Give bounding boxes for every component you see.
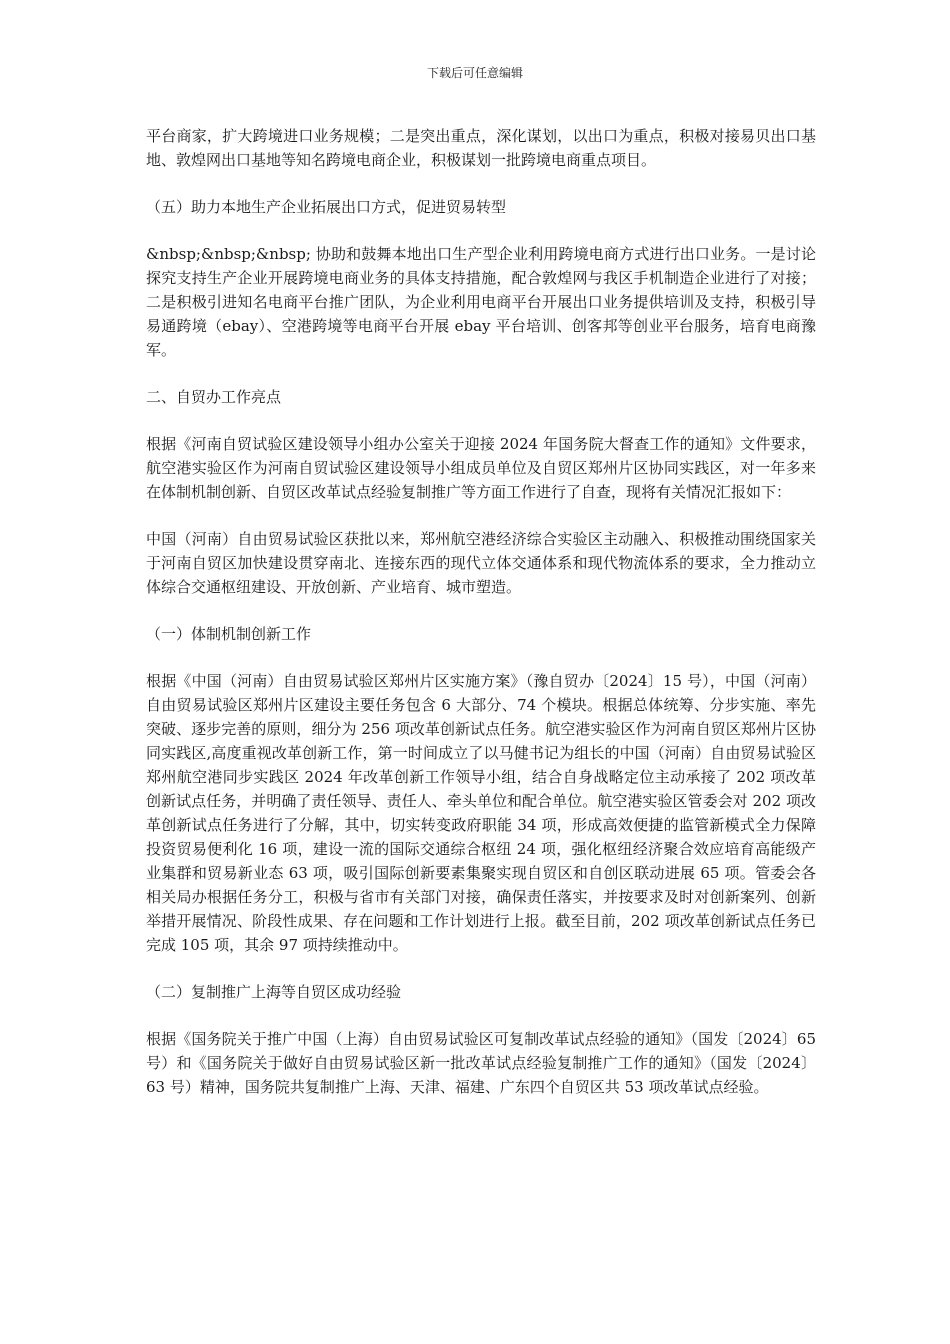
section-heading-replicate-experience: （二）复制推广上海等自贸区成功经验 [146, 983, 402, 1001]
paragraph-innovation-tasks: 根据《中国（河南）自由贸易试验区郑州片区实施方案》（豫自贸办〔2024〕15 号），中国（河南）自由贸易试验区郑州片区建设主要任务包含 6 大部分、74 个模块。根据总体统筹、分步实施、率先突破、逐步完善的原则，细分为 256 项改革创新试点任务。航空港实验区作为河南自贸区郑州片区协同实践区,高度重视改革创新工作，第一时间成立了以马健书记为组长的中国（河南）自由贸易试验区郑州航空港同步实践区 2024 年改革创新工作领导小组，结合自身战略定位主动承接了 202 项改革创新试点任务，并明确了责任领导、责任人、牵头单位和配合单位。航空港实验区管委会对 202 项改革创新试点任务进行了分解，其中，切实转变政府职能 34 项，形成高效便捷的监管新模式全力保障投资贸易便利化 16 项，建设一流的国际交通综合枢纽 24 项，强化枢纽经济聚合效应培育高能级产业集群和贸易新业态 63 项，吸引国际创新要素集聚实现自贸区和自创区联动进展 65 项。管委会各相关局办根据任务分工，积极与省市有关部门对接，确保责任落实，并按要求及时对创新案列、创新举措开展情况、阶段性成果、存在问题和工作计划进行上报。截至目前，202 项改革创新试点任务已完成 105 项，其余 97 项持续推动中。 [146, 672, 816, 954]
document-body [146, 124, 816, 1122]
paragraph-ftz-approval: 中国（河南）自由贸易试验区获批以来，郑州航空港经济综合实验区主动融入、积极推动围绕国家关于河南自贸区加快建设贯穿南北、连接东西的现代立体交通体系和现代物流体系的要求，全力推动立体综合交通枢纽建设、开放创新、产业培育、城市塑造。 [146, 530, 816, 596]
page-header: 下载后可任意编辑 [426, 66, 523, 80]
section-heading-5: （五）助力本地生产企业拓展出口方式，促进贸易转型 [146, 198, 507, 216]
section-heading-ftz-highlights: 二、自贸办工作亮点 [146, 388, 282, 406]
section-heading-institutional-innovation: （一）体制机制创新工作 [146, 625, 312, 643]
paragraph-state-council-notice: 根据《国务院关于推广中国（上海）自由贸易试验区可复制改革试点经验的通知》（国发〔2024〕65 号）和《国务院关于做好自由贸易试验区新一批改革试点经验复制推广工作的通知》（国发〔2024〕63 号）精神，国务院共复制推广上海、天津、福建、广东四个自贸区共 53 项改革试点经验。 [146, 1030, 816, 1096]
paragraph-local-export: &nbsp;&nbsp;&nbsp; 协助和鼓舞本地出口生产型企业利用跨境电商方式进行出口业务。一是讨论探究支持生产企业开展跨境电商业务的具体支持措施，配合敦煌网与我区手机制造企业进行了对接；二是积极引进知名电商平台推广团队，为企业利用电商平台开展出口业务提供培训及支持，积极引导易通跨境（ebay）、空港跨境等电商平台开展 ebay 平台培训、创客邦等创业平台服务，培育电商豫军。 [146, 245, 816, 359]
paragraph-cross-border-import: 平台商家，扩大跨境进口业务规模；二是突出重点，深化谋划，以出口为重点，积极对接易贝出口基地、敦煌网出口基地等知名跨境电商企业，积极谋划一批跨境电商重点项目。 [146, 127, 816, 169]
paragraph-inspection-notice: 根据《河南自贸试验区建设领导小组办公室关于迎接 2024 年国务院大督查工作的通知》文件要求，航空港实验区作为河南自贸试验区建设领导小组成员单位及自贸区郑州片区协同实践区，对一年多来在体制机制创新、自贸区改革试点经验复制推广等方面工作进行了自查，现将有关情况汇报如下： [146, 435, 816, 501]
